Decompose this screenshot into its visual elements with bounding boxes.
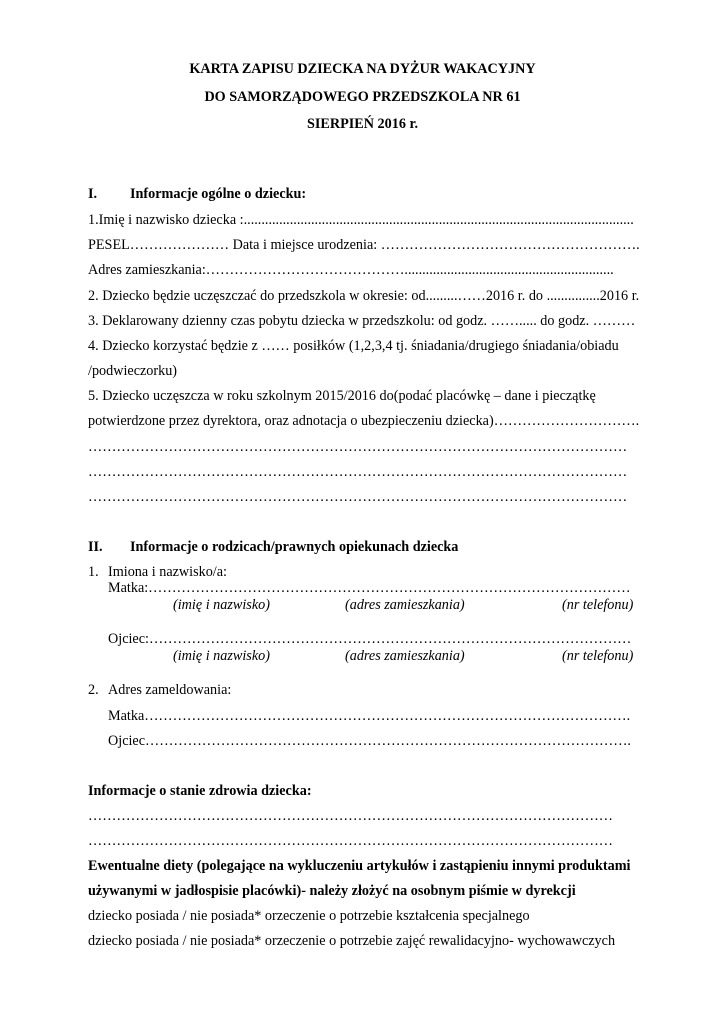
health-dotted-line: ………………………………………………………………………………………………… — [88, 833, 613, 849]
dotted-line: …………………………………………………………………………………………………… — [88, 464, 628, 480]
caption-phone: (nr telefonu) — [562, 648, 634, 664]
dotted-line: …………………………………………………………………………………………………… — [88, 489, 628, 505]
mother-address-line: Matka…………………………………………………………………………………………. — [108, 708, 631, 724]
caption-name: (imię i nazwisko) — [173, 648, 270, 664]
child-name-line: 1.Imię i nazwisko dziecka :.............................................................................................................. — [88, 212, 634, 228]
pesel-birth-line: PESEL………………… Data i miejsce urodzenia: ………………………………………………. — [88, 237, 640, 253]
section-1-title: Informacje ogólne o dziecku: — [130, 186, 307, 202]
title-line-1: KARTA ZAPISU DZIECKA NA DYŻUR WAKACYJNY — [189, 61, 536, 77]
caption-address: (adres zamieszkania) — [345, 648, 465, 664]
title-line-3: SIERPIEŃ 2016 r. — [306, 116, 419, 132]
meals-line: 4. Dziecko korzystać będzie z …… posiłków (1,2,3,4 tj. śniadania/drugiego śniadania/obiadu — [88, 338, 619, 354]
diet-note-line-1: Ewentualne diety (polegające na wykluczeniu artykułów i zastąpieniu innymi produktami — [88, 858, 631, 874]
meals-line-continued: /podwieczorku) — [88, 363, 178, 379]
diet-note-line-2: używanymi w jadłospisie placówki)- należy złożyć na osobnym piśmie w dyrekcji — [88, 883, 576, 899]
section-2-title: Informacje o rodzicach/prawnych opiekunach dziecka — [130, 539, 459, 555]
school-attendance-line: 5. Dziecko uczęszcza w roku szkolnym 2015/2016 do(podać placówkę – dane i pieczątkę — [88, 388, 596, 404]
address-line: Adres zamieszkania:……………………………………........................................................... — [88, 262, 614, 278]
item-1-label: Imiona i nazwisko/a: — [108, 564, 227, 580]
caption-name: (imię i nazwisko) — [173, 597, 270, 613]
rehabilitation-line: dziecko posiada / nie posiada* orzeczenie o potrzebie zajęć rewalidacyjno- wychowawczych — [88, 933, 616, 949]
father-line: Ojciec:………………………………………………………………………………………… — [108, 631, 632, 647]
caption-address: (adres zamieszkania) — [345, 597, 465, 613]
school-attendance-line-continued: potwierdzone przez dyrektora, oraz adnotacja o ubezpieczeniu dziecka)…………………………. — [88, 413, 640, 429]
item-2-number: 2. — [88, 682, 99, 698]
section-2-number: II. — [88, 539, 103, 555]
dotted-line: …………………………………………………………………………………………………… — [88, 439, 628, 455]
special-education-line: dziecko posiada / nie posiada* orzeczenie o potrzebie kształcenia specjalnego — [88, 908, 530, 924]
health-dotted-line: ………………………………………………………………………………………………… — [88, 808, 613, 824]
attendance-period-line: 2. Dziecko będzie uczęszczać do przedszkola w okresie: od.........……2016 r. do ...............2016 r. — [88, 288, 640, 304]
section-1-number: I. — [88, 186, 98, 202]
father-address-line: Ojciec…………………………………………………………………………………………. — [108, 733, 631, 749]
health-title: Informacje o stanie zdrowia dziecka: — [88, 783, 312, 799]
mother-line: Matka:………………………………………………………………………………………… — [108, 580, 631, 596]
item-1-number: 1. — [88, 564, 99, 580]
caption-phone: (nr telefonu) — [562, 597, 634, 613]
daily-time-line: 3. Deklarowany dzienny czas pobytu dziecka w przedszkolu: od godz. ……..... do godz. ……… — [88, 313, 636, 329]
item-2-label: Adres zameldowania: — [108, 682, 232, 698]
title-line-2: DO SAMORZĄDOWEGO PRZEDSZKOLA NR 61 — [204, 89, 521, 105]
